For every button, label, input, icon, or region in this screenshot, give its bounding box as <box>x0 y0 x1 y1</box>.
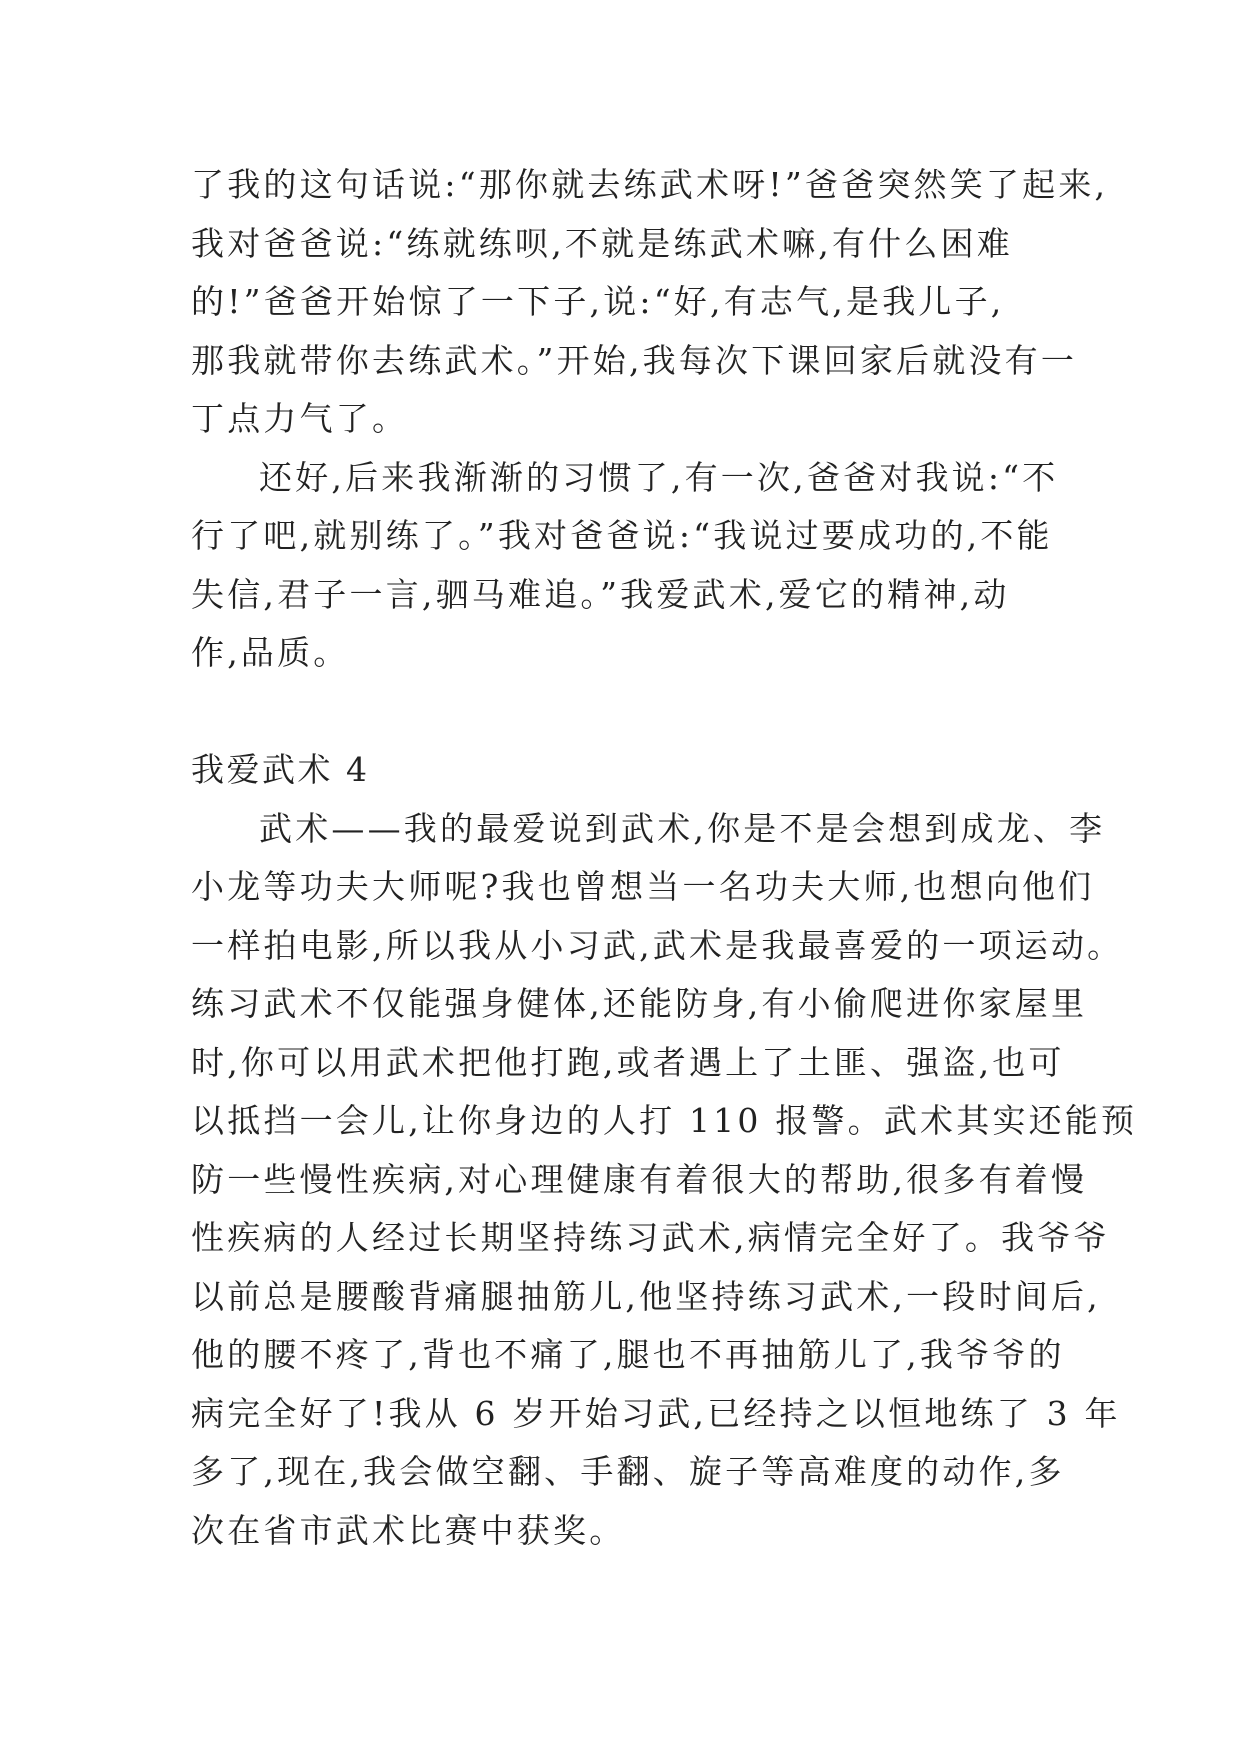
section-title: 我爱武术 4 <box>191 750 370 789</box>
paragraph-line: 多了,现在,我会做空翻、手翻、旋子等高难度的动作,多 <box>191 1452 1065 1491</box>
paragraph-line: 小龙等功夫大师呢?我也曾想当一名功夫大师,也想向他们 <box>191 867 1095 906</box>
paragraph-line: 还好,后来我渐渐的习惯了,有一次,爸爸对我说:“不 <box>259 457 1059 497</box>
paragraph-line: 的!”爸爸开始惊了一下子,说:“好,有志气,是我儿子, <box>191 282 1005 321</box>
paragraph-line: 一样拍电影,所以我从小习武,武术是我最喜爱的一项运动。 <box>191 925 1124 965</box>
document-body <box>191 156 1138 1560</box>
section-spacer <box>191 683 1061 742</box>
paragraph-line: 病完全好了!我从 6 岁开始习武,已经持之以恒地练了 3 年 <box>191 1393 1121 1433</box>
paragraph-1 <box>191 156 1109 449</box>
paragraph-line: 时,你可以用武术把他打跑,或者遇上了土匪、强盗,也可 <box>191 1042 1065 1082</box>
paragraph-line: 武术——我的最爱说到武术,你是不是会想到成龙、李 <box>259 808 1106 848</box>
paragraph-line: 性疾病的人经过长期坚持练习武术,病情完全好了。我爷爷 <box>191 1218 1110 1257</box>
paragraph-2 <box>191 449 1061 683</box>
paragraph-3 <box>191 800 1138 1561</box>
paragraph-line: 丁点力气了。 <box>191 399 409 438</box>
paragraph-line: 次在省市武术比赛中获奖。 <box>191 1510 626 1550</box>
paragraph-line: 以前总是腰酸背痛腿抽筋儿,他坚持练习武术,一段时间后, <box>191 1276 1101 1316</box>
paragraph-line: 防一些慢性疾病,对心理健康有着很大的帮助,很多有着慢 <box>191 1159 1088 1199</box>
paragraph-line: 那我就带你去练武术。”开始,我每次下课回家后就没有一 <box>191 340 1078 380</box>
paragraph-line: 我对爸爸说:“练就练呗,不就是练武术嘛,有什么困难 <box>191 223 1013 263</box>
paragraph-line: 失信,君子一言,驷马难追。”我爱武术,爱它的精神,动 <box>191 574 1010 614</box>
paragraph-line: 作,品质。 <box>191 633 350 672</box>
paragraph-line: 他的腰不疼了,背也不痛了,腿也不再抽筋儿了,我爷爷的 <box>191 1335 1065 1374</box>
paragraph-line: 以抵挡一会儿,让你身边的人打 110 报警。武术其实还能预 <box>191 1101 1138 1140</box>
paragraph-line: 了我的这句话说:“那你就去练武术呀!”爸爸突然笑了起来, <box>191 165 1109 204</box>
paragraph-line: 练习武术不仅能强身健体,还能防身,有小偷爬进你家屋里 <box>191 984 1088 1023</box>
paragraph-line: 行了吧,就别练了。”我对爸爸说:“我说过要成功的,不能 <box>191 516 1053 555</box>
